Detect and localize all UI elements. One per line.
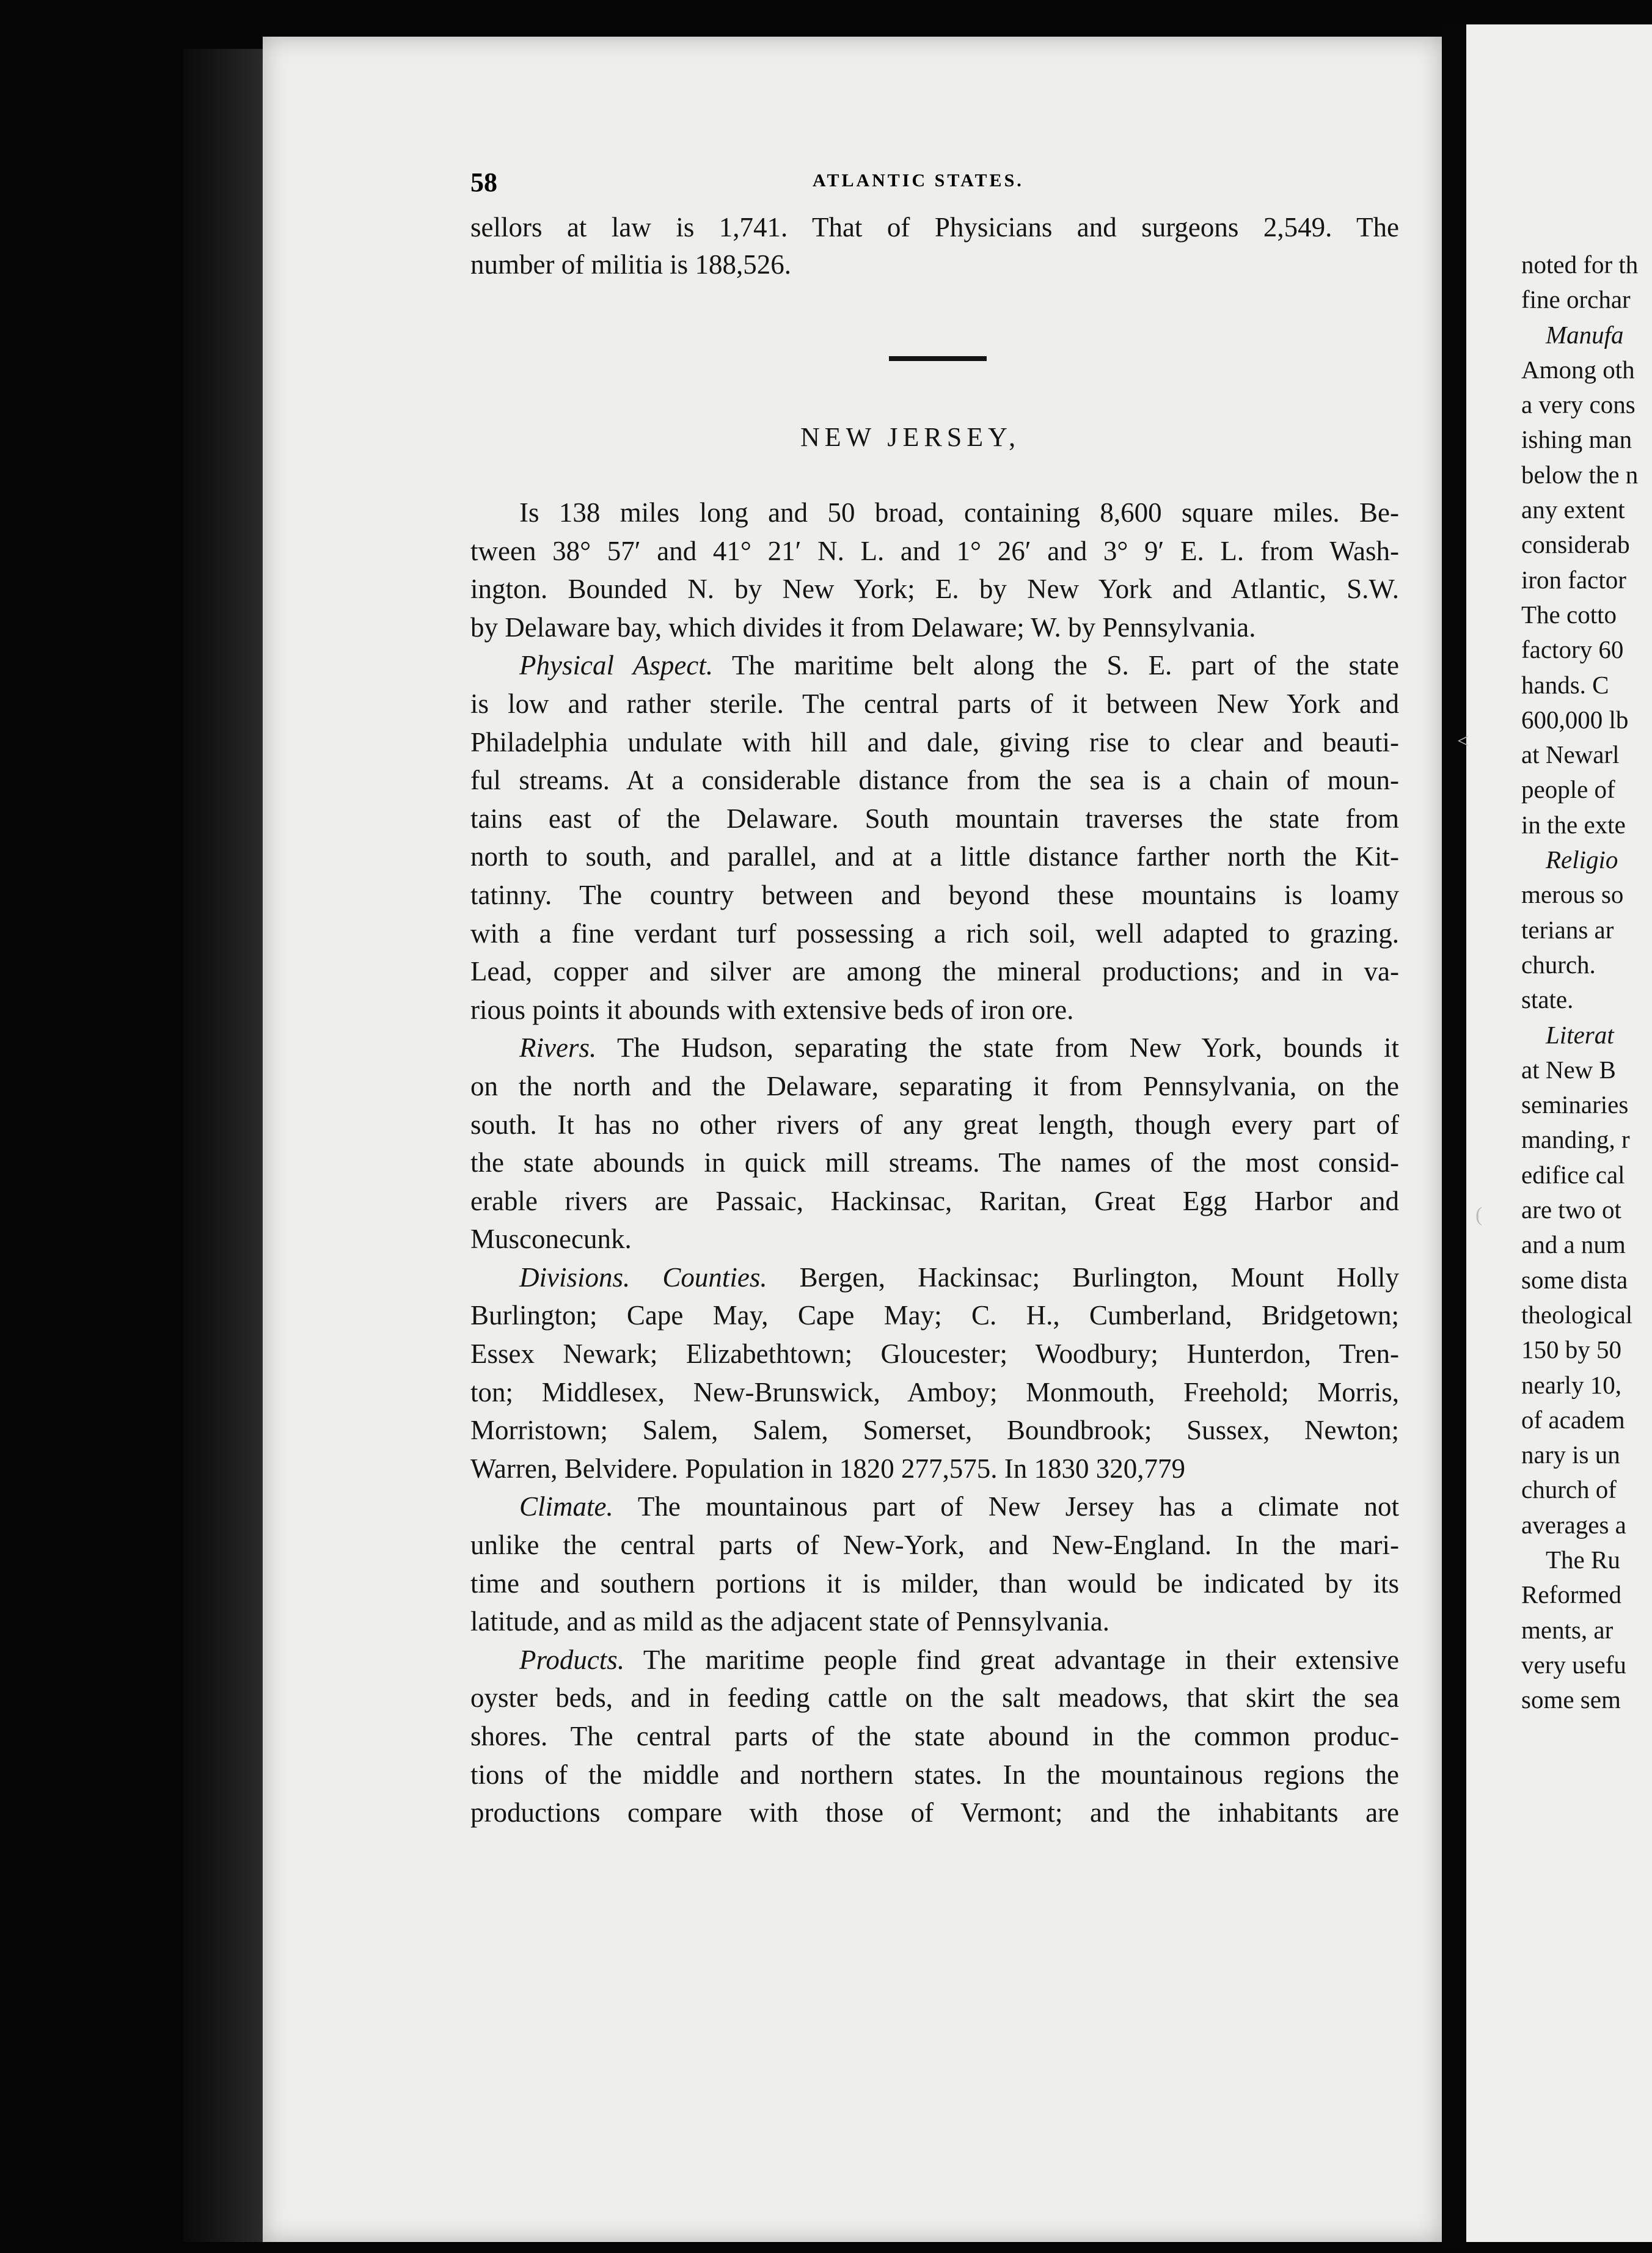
line-text: tatinny. The country between and beyond these mountains is loamy [470, 879, 1399, 910]
right-page-line: merous so [1521, 880, 1624, 909]
text-line [470, 1756, 1399, 1794]
line-text: tions of the middle and northern states. In the mountainous regions the [470, 1759, 1399, 1790]
right-page-line: at New B [1521, 1055, 1616, 1084]
line-text: ton; Middlesex, New-Brunswick, Amboy; Monmouth, Freehold; Morris, [470, 1376, 1399, 1408]
right-page-line: church of [1521, 1475, 1617, 1504]
line-text: The Hudson, separating the state from New York, bounds it [596, 1032, 1399, 1064]
paragraph-heading: Rivers. [519, 1032, 597, 1064]
text-line [470, 646, 1399, 685]
line-text: south. It has no other rivers of any great length, though every part of [470, 1109, 1399, 1140]
right-page-line: state. [1521, 985, 1574, 1014]
line-text: Is 138 miles long and 50 broad, containing 8,600 square miles. Be- [519, 497, 1399, 528]
right-page-line: church. [1521, 950, 1596, 979]
text-line [470, 991, 1399, 1029]
right-page-line: Religio [1546, 845, 1618, 874]
section-divider [889, 356, 987, 361]
text-line [470, 1296, 1399, 1335]
paragraph-heading: Physical Aspect. [519, 650, 714, 681]
text-line [470, 1373, 1399, 1412]
right-page-line: noted for th [1521, 250, 1639, 279]
line-text: ington. Bounded N. by New York; E. by New York and Atlantic, S.W. [470, 574, 1399, 605]
right-page-line: The cotto [1521, 600, 1617, 629]
line-text: Bergen, Hackinsac; Burlington, Mount Holly [767, 1262, 1399, 1293]
line-text: north to south, and parallel, and at a little distance farther north the Kit- [470, 841, 1399, 872]
page-number: 58 [470, 167, 497, 197]
running-title: ATLANTIC STATES. [813, 170, 1024, 191]
text-line [470, 1182, 1399, 1221]
line-text: tains east of the Delaware. South mountain traverses the state from [470, 803, 1399, 834]
text-line [470, 876, 1399, 915]
text-line [470, 1144, 1399, 1182]
line-text: Essex Newark; Elizabethtown; Gloucester; Woodbury; Hunterdon, Tren- [470, 1338, 1399, 1370]
text-line [470, 685, 1399, 723]
right-page-line: iron factor [1521, 565, 1626, 594]
right-page-line: below the n [1521, 460, 1639, 489]
right-page-line: are two ot [1521, 1196, 1621, 1224]
text-line [470, 838, 1399, 876]
line-text: latitude, and as mild as the adjacent state of Pennsylvania. [470, 1606, 1109, 1637]
right-page-line: Reformed [1521, 1580, 1621, 1609]
line-text: with a fine verdant turf possessing a rich soil, well adapted to grazing. [470, 918, 1399, 949]
text-line [470, 952, 1399, 991]
text-line [470, 800, 1399, 838]
right-page-line: Manufa [1546, 320, 1624, 349]
text-line [470, 570, 1399, 608]
line-text: productions compare with those of Vermont; and the inhabitants are [470, 1797, 1399, 1828]
page-edge-shadow [183, 49, 263, 2242]
book-gutter [1442, 24, 1466, 2248]
right-page-line: considerab [1521, 530, 1630, 559]
line-text: erable rivers are Passaic, Hackinsac, Raritan, Great Egg Harbor and [470, 1185, 1399, 1216]
text-line [470, 1717, 1399, 1756]
section-title: NEW JERSEY, [800, 422, 1021, 452]
right-page-line: 150 by 50 [1521, 1335, 1621, 1364]
scan-mark: ( [1475, 1203, 1483, 1226]
text-line [470, 761, 1399, 800]
text-line [470, 1641, 1399, 1679]
line-text: the state abounds in quick mill streams. The names of the most consid- [470, 1147, 1399, 1178]
text-line [470, 1029, 1399, 1067]
right-page-line: some sem [1521, 1685, 1621, 1714]
line-text: ful streams. At a considerable distance from the sea is a chain of moun- [470, 765, 1399, 796]
right-page-line: nearly 10, [1521, 1370, 1621, 1399]
line-text: The maritime people find great advantage in their extensive [624, 1644, 1399, 1675]
paragraph-heading: Products. [519, 1644, 625, 1675]
right-page-line: seminaries [1521, 1090, 1629, 1119]
line-text: oyster beds, and in feeding cattle on the salt meadows, that skirt the sea [470, 1682, 1399, 1714]
section-body [470, 494, 1399, 1832]
right-page-line: Literat [1546, 1020, 1614, 1049]
paragraph-heading: Divisions. Counties. [519, 1262, 767, 1293]
text-line: sellors at law is 1,741. That of Physicians and surgeons 2,549. The [470, 212, 1399, 243]
text-line [470, 1794, 1399, 1832]
line-text: on the north and the Delaware, separating it from Pennsylvania, on the [470, 1070, 1399, 1101]
right-page-line: theological [1521, 1300, 1633, 1329]
right-page-line: a very cons [1521, 390, 1636, 419]
right-page-line: people of [1521, 775, 1615, 804]
right-page-line: of academ [1521, 1405, 1625, 1434]
paragraph-heading: Climate. [519, 1491, 613, 1522]
line-text: is low and rather sterile. The central parts of it between New York and [470, 688, 1399, 719]
line-text: shores. The central parts of the state abound in the common produc- [470, 1721, 1399, 1751]
right-page-line: some dista [1521, 1265, 1628, 1294]
line-text: Musconecunk. [470, 1224, 632, 1255]
line-text: by Delaware bay, which divides it from Delaware; W. by Pennsylvania. [470, 612, 1256, 643]
right-page-text [1521, 247, 1652, 1717]
line-text: tween 38° 57′ and 41° 21′ N. L. and 1° 26′ and 3° 9′ E. L. from Wash- [470, 535, 1399, 566]
line-text: rious points it abounds with extensive beds of iron ore. [470, 994, 1074, 1025]
line-text: Philadelphia undulate with hill and dale, giving rise to clear and beauti- [470, 726, 1399, 758]
text-line [470, 1602, 1399, 1641]
text-line [470, 1450, 1399, 1488]
line-text: Lead, copper and silver are among the mineral productions; and in va- [470, 956, 1399, 987]
line-text: unlike the central parts of New-York, and New-England. In the mari- [470, 1530, 1399, 1561]
text-line [470, 608, 1399, 647]
line-text: The mountainous part of New Jersey has a climate not [613, 1491, 1399, 1522]
text-line [470, 1565, 1399, 1603]
right-page-line: Among oth [1521, 355, 1635, 384]
text-line [470, 1488, 1399, 1526]
text-line [470, 1526, 1399, 1565]
text-line [470, 532, 1399, 571]
text-line [470, 1258, 1399, 1297]
right-page-line: factory 60 [1521, 635, 1624, 664]
right-page-line: The Ru [1546, 1545, 1620, 1574]
right-page-line: and a num [1521, 1230, 1626, 1259]
line-text: Warren, Belvidere. Population in 1820 277,575. In 1830 320,779 [470, 1453, 1185, 1484]
right-page-line: 600,000 lb [1521, 705, 1629, 734]
text-line [470, 1335, 1399, 1373]
right-page-line: terians ar [1521, 915, 1614, 944]
right-page-line: ments, ar [1521, 1615, 1614, 1644]
running-head [470, 167, 1411, 197]
right-page-line: nary is un [1521, 1441, 1620, 1469]
right-page-line: very usefu [1521, 1650, 1626, 1679]
text-line [470, 1067, 1399, 1106]
right-page-line: hands. C [1521, 670, 1609, 699]
right-page-line: in the exte [1521, 810, 1626, 839]
text-line [470, 1220, 1399, 1258]
text-line [470, 1411, 1399, 1450]
right-page-line: edifice cal [1521, 1160, 1625, 1189]
right-page-line: at Newarl [1521, 740, 1620, 769]
line-text: Morristown; Salem, Salem, Somerset, Boundbrook; Sussex, Newton; [470, 1415, 1399, 1446]
line-text: time and southern portions it is milder, than would be indicated by its [470, 1568, 1399, 1599]
text-line: number of militia is 188,526. [470, 249, 791, 280]
text-line [470, 1106, 1399, 1144]
right-page-line: manding, r [1521, 1125, 1630, 1154]
right-page-line: any extent [1521, 495, 1625, 524]
right-page-line: averages a [1521, 1510, 1626, 1539]
text-line [470, 1679, 1399, 1717]
text-line [470, 723, 1399, 762]
right-page-line: fine orchar [1521, 285, 1631, 314]
text-line [470, 915, 1399, 953]
text-line [470, 494, 1399, 532]
scan-mark: < [1457, 730, 1469, 753]
continuation-paragraph [470, 209, 1399, 283]
right-page-line: ishing man [1521, 425, 1632, 454]
line-text: Burlington; Cape May, Cape May; C. H., Cumberland, Bridgetown; [470, 1300, 1399, 1331]
line-text: The maritime belt along the S. E. part of the state [713, 650, 1400, 681]
